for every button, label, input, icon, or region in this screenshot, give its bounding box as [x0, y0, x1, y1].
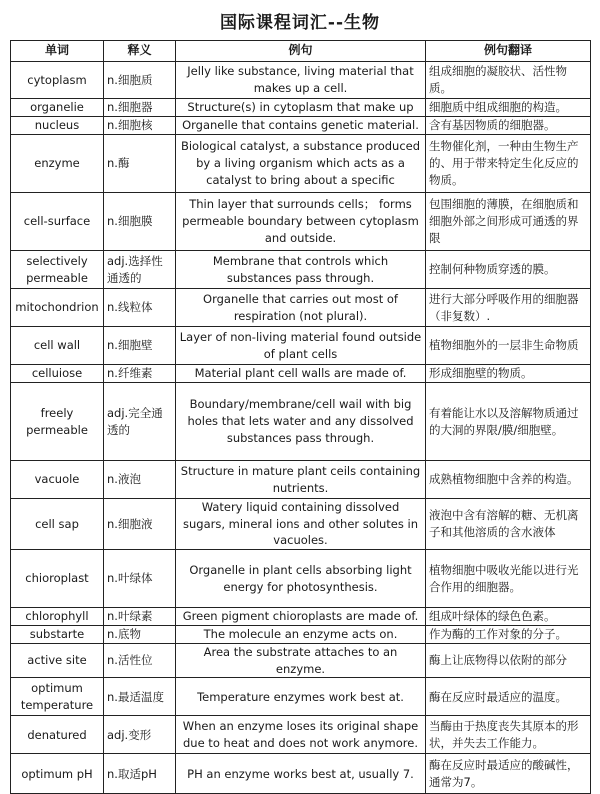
table-row	[11, 550, 591, 608]
translation-cell: 植物细胞外的一层非生命物质	[426, 327, 591, 365]
word-cell: denatured	[11, 716, 104, 754]
example-cell: Material plant cell walls are made of.	[176, 365, 426, 383]
table-row	[11, 62, 591, 99]
translation-cell: 进行大部分呼吸作用的细胞器（非复数）.	[426, 289, 591, 327]
translation-cell: 液泡中含有溶解的糖、无机离子和其他溶质的含水液体	[426, 499, 591, 550]
table-row	[11, 626, 591, 644]
translation-cell: 有着能让水以及溶解物质通过的大洞的界限/膜/细胞壁。	[426, 383, 591, 461]
example-cell: Watery liquid containing dissolved sugars, mineral ions and other solutes in vacuoles.	[176, 499, 426, 550]
word-cell: cell wall	[11, 327, 104, 365]
word-cell: optimum pH	[11, 754, 104, 794]
example-cell: Layer of non-living material found outside of plant cells	[176, 327, 426, 365]
translation-cell: 成熟植物细胞中含养的构造。	[426, 461, 591, 499]
word-cell: mitochondrion	[11, 289, 104, 327]
translation-cell: 酶在反应时最适应的酸碱性，通常为7。	[426, 754, 591, 794]
translation-cell: 作为酶的工作对象的分子。	[426, 626, 591, 644]
meaning-cell: n.细胞质	[104, 62, 176, 99]
example-cell: Green pigment chioroplasts are made of.	[176, 608, 426, 626]
translation-cell: 当酶由于热度丧失其原本的形状，并失去工作能力。	[426, 716, 591, 754]
translation-cell: 组成细胞的凝胶状、活性物质。	[426, 62, 591, 99]
example-cell: PH an enzyme works best at, usually 7.	[176, 754, 426, 794]
table-row	[11, 716, 591, 754]
meaning-cell: n.活性位	[104, 644, 176, 678]
example-cell: Jelly like substance, living material that makes up a cell.	[176, 62, 426, 99]
header-meaning: 释义	[104, 41, 176, 62]
word-cell: chioroplast	[11, 550, 104, 608]
translation-cell: 含有基因物质的细胞器。	[426, 117, 591, 135]
example-cell: Membrane that controls which substances pass through.	[176, 251, 426, 289]
table-row	[11, 499, 591, 550]
meaning-cell: adj.选择性通透的	[104, 251, 176, 289]
table-row	[11, 644, 591, 678]
meaning-cell: n.取适pH	[104, 754, 176, 794]
meaning-cell: adj.完全通透的	[104, 383, 176, 461]
example-cell: Biological catalyst, a substance produced by a living organism which acts as a catalyst to bring about a specific	[176, 135, 426, 193]
table-row	[11, 327, 591, 365]
word-cell: active site	[11, 644, 104, 678]
example-cell: Area the substrate attaches to an enzyme.	[176, 644, 426, 678]
word-cell: substarte	[11, 626, 104, 644]
example-cell: Temperature enzymes work best at.	[176, 678, 426, 716]
translation-cell: 植物细胞中吸收光能以进行光合作用的细胞器。	[426, 550, 591, 608]
table-row	[11, 608, 591, 626]
translation-cell: 酶在反应时最适应的温度。	[426, 678, 591, 716]
table-row	[11, 117, 591, 135]
translation-cell: 控制何种物质穿透的膜。	[426, 251, 591, 289]
example-cell: When an enzyme loses its original shape due to heat and does not work anymore.	[176, 716, 426, 754]
table-row	[11, 678, 591, 716]
meaning-cell: n.细胞器	[104, 99, 176, 117]
word-cell: freely permeable	[11, 383, 104, 461]
word-cell: enzyme	[11, 135, 104, 193]
word-cell: cytoplasm	[11, 62, 104, 99]
meaning-cell: n.叶绿体	[104, 550, 176, 608]
meaning-cell: n.细胞核	[104, 117, 176, 135]
meaning-cell: adj.变形	[104, 716, 176, 754]
vocabulary-sheet	[10, 6, 590, 794]
example-cell: Structure in mature plant ceils containing nutrients.	[176, 461, 426, 499]
page-title: 国际课程词汇--生物	[219, 13, 381, 33]
translation-cell: 细胞质中组成细胞的构造。	[426, 99, 591, 117]
example-cell: Organelle that carries out most of respiration (not plural).	[176, 289, 426, 327]
example-cell: The molecule an enzyme acts on.	[176, 626, 426, 644]
meaning-cell: n.纤维素	[104, 365, 176, 383]
table-row	[11, 365, 591, 383]
example-cell: Organelle that contains genetic material.	[176, 117, 426, 135]
translation-cell: 生物催化剂，一种由生物生产的、用于带来特定生化反应的物质。	[426, 135, 591, 193]
header-example: 例句	[176, 41, 426, 62]
word-cell: selectively permeable	[11, 251, 104, 289]
example-cell: Boundary/membrane/cell wail with big holes that lets water and any dissolved substances pass through.	[176, 383, 426, 461]
translation-cell: 组成叶绿体的绿色色素。	[426, 608, 591, 626]
translation-cell: 酶上让底物得以依附的部分	[426, 644, 591, 678]
header-translation: 例句翻译	[426, 41, 591, 62]
example-cell: Structure(s) in cytoplasm that make up	[176, 99, 426, 117]
word-cell: cell sap	[11, 499, 104, 550]
header-word: 单词	[11, 41, 104, 62]
example-cell: Thin layer that surrounds cells； forms permeable boundary between cytoplasm and outside.	[176, 193, 426, 251]
meaning-cell: n.叶绿素	[104, 608, 176, 626]
meaning-cell: n.底物	[104, 626, 176, 644]
word-cell: cell-surface	[11, 193, 104, 251]
meaning-cell: n.最适温度	[104, 678, 176, 716]
word-cell: optimum temperature	[11, 678, 104, 716]
word-cell: celluiose	[11, 365, 104, 383]
table-row	[11, 99, 591, 117]
vocabulary-table	[10, 40, 591, 794]
table-row	[11, 251, 591, 289]
meaning-cell: n.酶	[104, 135, 176, 193]
word-cell: organelie	[11, 99, 104, 117]
table-row	[11, 135, 591, 193]
meaning-cell: n.细胞液	[104, 499, 176, 550]
example-cell: Organelle in plant cells absorbing light energy for photosynthesis.	[176, 550, 426, 608]
table-row	[11, 289, 591, 327]
word-cell: vacuole	[11, 461, 104, 499]
meaning-cell: n.细胞膜	[104, 193, 176, 251]
meaning-cell: n.线粒体	[104, 289, 176, 327]
translation-cell: 包围细胞的薄膜，在细胞质和细胞外部之间形成可通透的界限	[426, 193, 591, 251]
translation-cell: 形成细胞壁的物质。	[426, 365, 591, 383]
table-row	[11, 754, 591, 794]
table-header-row	[11, 41, 591, 62]
meaning-cell: n.液泡	[104, 461, 176, 499]
table-row	[11, 461, 591, 499]
table-row	[11, 383, 591, 461]
word-cell: nucleus	[11, 117, 104, 135]
table-row	[11, 193, 591, 251]
word-cell: chlorophyll	[11, 608, 104, 626]
meaning-cell: n.细胞壁	[104, 327, 176, 365]
